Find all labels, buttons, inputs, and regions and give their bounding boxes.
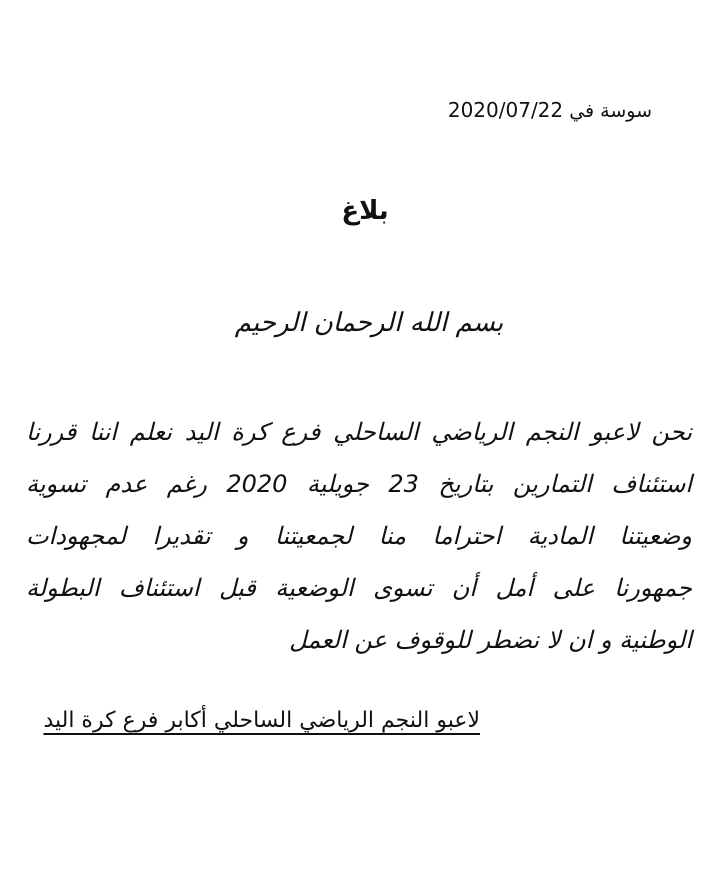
body-line-1: نحن لاعبو النجم الرياضي الساحلي فرع كرة اليد نعلم اننا قررنا [26,418,693,446]
body-line-2: استئناف التمارين بتاريخ 23 جويلية 2020 رغم عدم تسوية [26,470,693,498]
signature: لاعبو النجم الرياضي الساحلي أكابر فرع كرة اليد [43,708,480,733]
date-value: 2020/07/22 [447,98,564,122]
basmala: بسم الله الرحمان الرحيم [234,308,504,338]
body-line-3: وضعيتنا المادية احتراما منا لجمعيتنا و تقديرا لمجهودات [26,522,692,550]
date-line [448,98,652,122]
document-heading: بلاغ [341,196,389,226]
date-prefix: سوسة في [569,100,652,122]
body-line-5: الوطنية و ان لا نضطر للوقوف عن العمل [289,626,692,654]
body-line-4: جمهورنا على أمل أن تسوى الوضعية قبل استئناف البطولة [26,574,692,602]
announcement-body [26,406,692,666]
